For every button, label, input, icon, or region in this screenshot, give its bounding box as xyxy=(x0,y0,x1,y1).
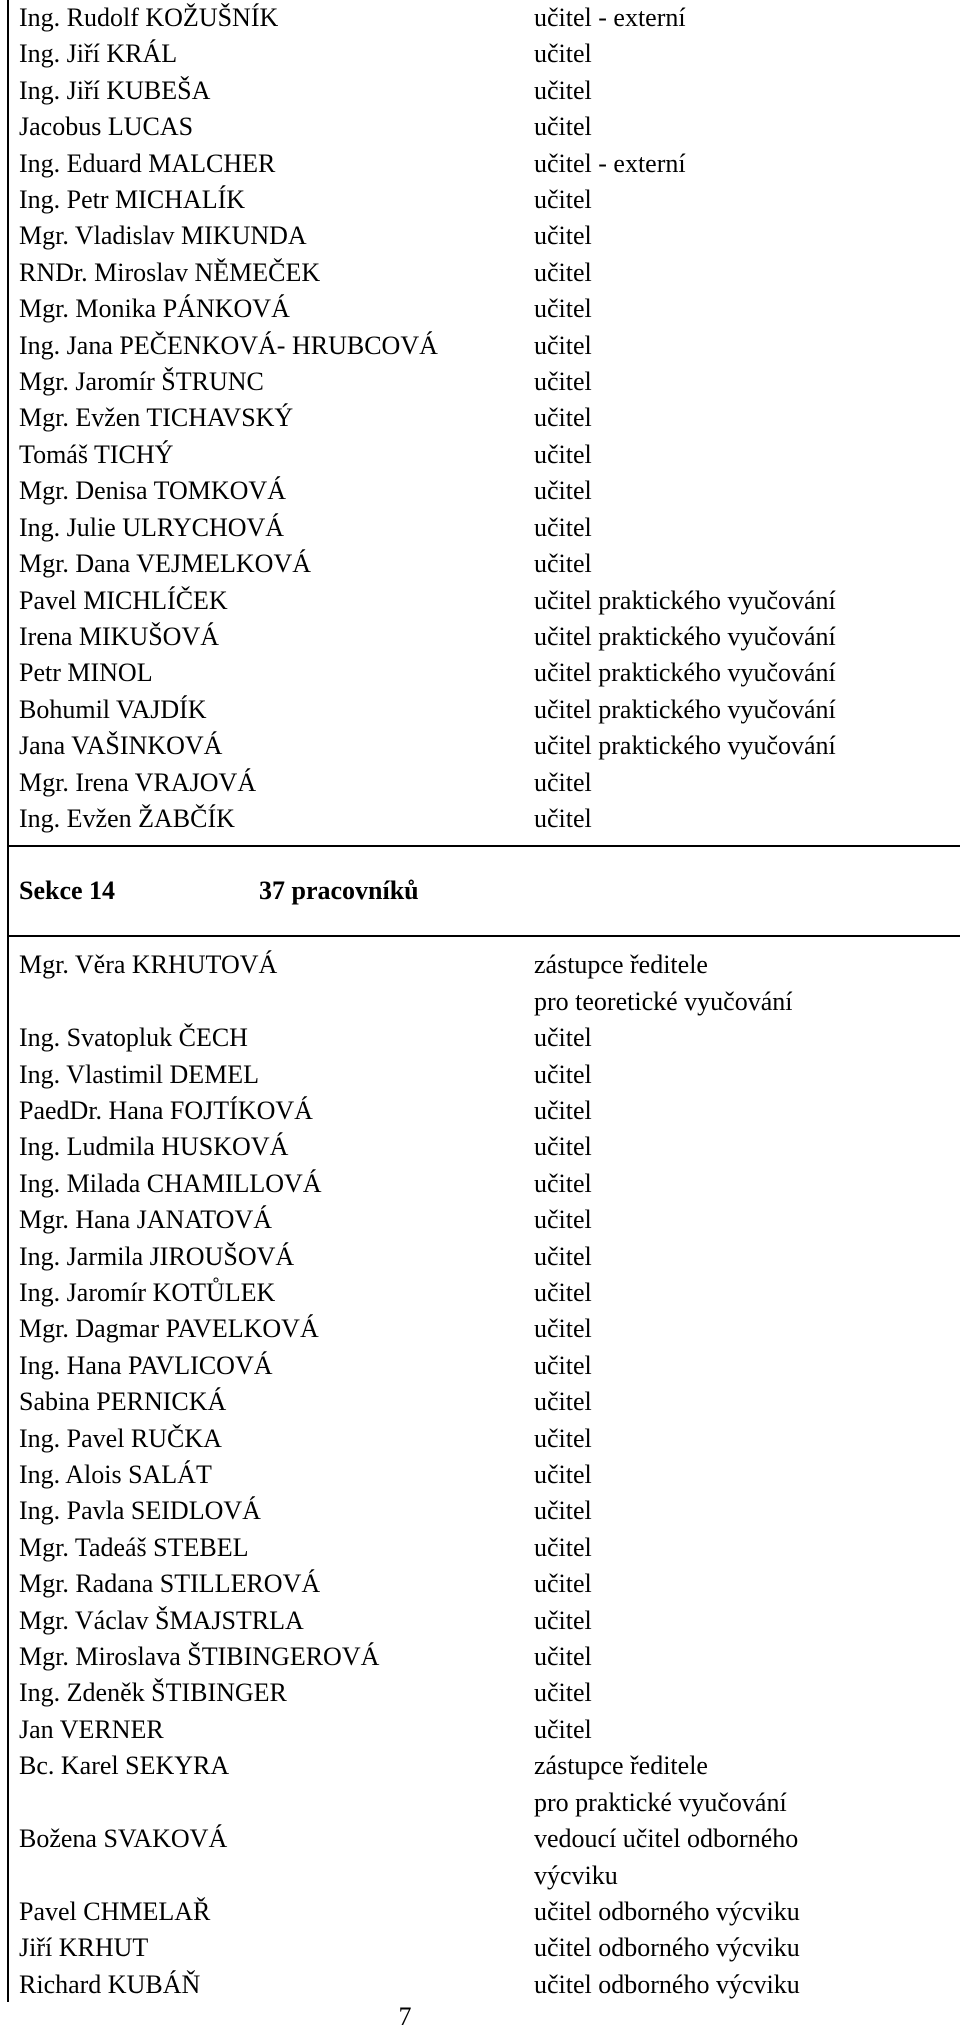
staff-role xyxy=(534,1894,960,1930)
staff-name: Božena SVAKOVÁ xyxy=(19,1824,228,1854)
staff-row xyxy=(9,364,960,400)
staff-name: Mgr. Irena VRAJOVÁ xyxy=(19,767,257,797)
staff-table xyxy=(7,0,960,2002)
staff-name: Jana VAŠINKOVÁ xyxy=(19,731,223,761)
staff-name: Jan VERNER xyxy=(19,1714,164,1744)
staff-role-line: učitel xyxy=(534,257,592,287)
staff-row xyxy=(9,1566,960,1602)
staff-role-line: učitel xyxy=(534,75,592,105)
staff-role xyxy=(534,583,960,619)
staff-role-line: zástupce ředitele xyxy=(534,1751,708,1781)
staff-role xyxy=(534,400,960,436)
staff-name: Ing. Jaromír KOTŮLEK xyxy=(19,1278,276,1307)
staff-row xyxy=(9,947,960,1020)
staff-role-line: učitel praktického vyučování xyxy=(534,658,836,688)
staff-role-line: učitel xyxy=(534,1423,592,1453)
staff-row xyxy=(9,182,960,218)
staff-role-line: učitel xyxy=(534,1496,592,1526)
staff-role xyxy=(534,0,960,36)
staff-name: Ing. Jana PEČENKOVÁ- HRUBCOVÁ xyxy=(19,330,438,360)
staff-name: Sabina PERNICKÁ xyxy=(19,1387,227,1417)
staff-role-line: vedoucí učitel odborného xyxy=(534,1824,799,1854)
staff-role-line: učitel xyxy=(534,1314,592,1344)
staff-name: Jacobus LUCAS xyxy=(19,112,194,142)
staff-row xyxy=(9,619,960,655)
staff-row xyxy=(9,510,960,546)
staff-role-line: učitel - externí xyxy=(534,3,686,32)
staff-row xyxy=(9,1457,960,1493)
staff-role xyxy=(534,1493,960,1529)
staff-row xyxy=(9,1384,960,1420)
staff-role-line: učitel xyxy=(534,112,592,142)
staff-name: Ing. Milada CHAMILLOVÁ xyxy=(19,1168,322,1198)
staff-role xyxy=(534,109,960,145)
staff-name: Ing. Jiří KRÁL xyxy=(19,39,178,69)
staff-row xyxy=(9,1129,960,1165)
staff-name: Irena MIKUŠOVÁ xyxy=(19,621,220,651)
staff-row xyxy=(9,1930,960,1966)
staff-row xyxy=(9,765,960,801)
staff-name: Mgr. Monika PÁNKOVÁ xyxy=(19,294,290,324)
staff-role xyxy=(534,182,960,218)
staff-name: Mgr. Dagmar PAVELKOVÁ xyxy=(19,1314,319,1344)
staff-role-line: učitel xyxy=(534,1642,592,1672)
staff-name: Richard KUBÁŇ xyxy=(19,1969,201,1999)
staff-role xyxy=(534,1129,960,1165)
staff-list-top xyxy=(9,0,960,837)
staff-name: Petr MINOL xyxy=(19,658,153,688)
staff-row xyxy=(9,109,960,145)
staff-role-line: učitel xyxy=(534,1350,592,1380)
staff-row xyxy=(9,801,960,837)
staff-role-line: učitel xyxy=(534,185,592,215)
staff-name: Tomáš TICHÝ xyxy=(19,439,174,469)
staff-list-bottom xyxy=(9,937,960,2003)
staff-row xyxy=(9,546,960,582)
staff-row xyxy=(9,291,960,327)
staff-role xyxy=(534,1421,960,1457)
staff-name: Ing. Evžen ŽABČÍK xyxy=(19,803,235,833)
staff-name: Ing. Vlastimil DEMEL xyxy=(19,1059,260,1089)
staff-role xyxy=(534,1348,960,1384)
staff-name: Ing. Jiří KUBEŠA xyxy=(19,75,211,105)
staff-role-line: učitel xyxy=(534,1241,592,1271)
staff-role-line: učitel xyxy=(534,476,592,506)
staff-role-line: učitel xyxy=(534,294,592,324)
staff-role xyxy=(534,1457,960,1493)
staff-row xyxy=(9,1311,960,1347)
staff-role-line: učitel xyxy=(534,1205,592,1235)
staff-name: Ing. Zdeněk ŠTIBINGER xyxy=(19,1678,287,1708)
staff-role-line: výcviku xyxy=(534,1860,618,1890)
staff-role xyxy=(534,1239,960,1275)
staff-row xyxy=(9,1348,960,1384)
staff-role-line: učitel xyxy=(534,1605,592,1635)
staff-name: Mgr. Dana VEJMELKOVÁ xyxy=(19,549,311,579)
staff-role-line: učitel xyxy=(534,803,592,833)
staff-role-line: učitel xyxy=(534,1678,592,1708)
staff-role-line: učitel odborného výcviku xyxy=(534,1969,800,1999)
staff-role xyxy=(534,1020,960,1056)
staff-row xyxy=(9,1821,960,1894)
staff-row xyxy=(9,583,960,619)
staff-role xyxy=(534,692,960,728)
staff-role xyxy=(534,291,960,327)
staff-row xyxy=(9,1020,960,1056)
staff-row xyxy=(9,1603,960,1639)
staff-role xyxy=(534,728,960,764)
staff-row xyxy=(9,1967,960,2003)
staff-role xyxy=(534,328,960,364)
staff-role-line: učitel xyxy=(534,439,592,469)
staff-row xyxy=(9,36,960,72)
staff-name: Pavel CHMELAŘ xyxy=(19,1896,211,1926)
staff-row xyxy=(9,728,960,764)
staff-name: Mgr. Václav ŠMAJSTRLA xyxy=(19,1605,304,1635)
staff-role xyxy=(534,255,960,291)
staff-row xyxy=(9,1275,960,1311)
staff-role xyxy=(534,1057,960,1093)
staff-row xyxy=(9,1239,960,1275)
staff-row xyxy=(9,1894,960,1930)
staff-role xyxy=(534,947,960,1020)
staff-name: Mgr. Jaromír ŠTRUNC xyxy=(19,367,264,397)
staff-row xyxy=(9,1712,960,1748)
staff-role-line: učitel odborného výcviku xyxy=(534,1933,800,1963)
staff-role xyxy=(534,1311,960,1347)
staff-row xyxy=(9,1639,960,1675)
staff-role-line: učitel odborného výcviku xyxy=(534,1896,800,1926)
staff-row xyxy=(9,1166,960,1202)
staff-row xyxy=(9,1748,960,1821)
staff-name: Bohumil VAJDÍK xyxy=(19,694,207,724)
staff-role xyxy=(534,36,960,72)
staff-name: Ing. Rudolf KOŽUŠNÍK xyxy=(19,3,279,32)
staff-role xyxy=(534,218,960,254)
staff-name: Mgr. Tadeáš STEBEL xyxy=(19,1532,249,1562)
staff-role-line: učitel xyxy=(534,1132,592,1162)
staff-role-line: učitel xyxy=(534,1059,592,1089)
staff-role xyxy=(534,801,960,837)
staff-role xyxy=(534,1603,960,1639)
staff-role xyxy=(534,1202,960,1238)
staff-name: Ing. Jarmila JIROUŠOVÁ xyxy=(19,1241,295,1271)
staff-row xyxy=(9,1493,960,1529)
staff-role-line: učitel xyxy=(534,549,592,579)
staff-name: Mgr. Hana JANATOVÁ xyxy=(19,1205,273,1235)
section-count: 37 pracovníků xyxy=(259,876,419,906)
staff-role xyxy=(534,73,960,109)
staff-role xyxy=(534,1748,960,1821)
staff-role xyxy=(534,1093,960,1129)
staff-role-line: učitel xyxy=(534,403,592,433)
staff-row xyxy=(9,1057,960,1093)
staff-role-line: učitel xyxy=(534,1168,592,1198)
staff-row xyxy=(9,146,960,182)
staff-name: Ing. Alois SALÁT xyxy=(19,1460,212,1490)
staff-role xyxy=(534,1530,960,1566)
staff-role-line: učitel xyxy=(534,221,592,251)
staff-row xyxy=(9,1530,960,1566)
staff-role xyxy=(534,546,960,582)
staff-role-line: pro teoretické vyučování xyxy=(534,986,793,1016)
staff-role xyxy=(534,1639,960,1675)
staff-role xyxy=(534,146,960,182)
staff-name: Ing. Hana PAVLICOVÁ xyxy=(19,1350,273,1380)
staff-role-line: učitel xyxy=(534,330,592,360)
staff-role xyxy=(534,473,960,509)
staff-role-line: učitel praktického vyučování xyxy=(534,694,836,724)
staff-row xyxy=(9,255,960,291)
staff-name: Mgr. Denisa TOMKOVÁ xyxy=(19,476,286,506)
staff-role xyxy=(534,1821,960,1894)
staff-row xyxy=(9,0,960,36)
staff-role xyxy=(534,1384,960,1420)
staff-role xyxy=(534,1712,960,1748)
staff-role xyxy=(534,1566,960,1602)
staff-name: Bc. Karel SEKYRA xyxy=(19,1751,230,1781)
staff-name: Jiří KRHUT xyxy=(19,1933,149,1963)
staff-role-line: učitel xyxy=(534,39,592,69)
staff-row xyxy=(9,400,960,436)
staff-name: Mgr. Evžen TICHAVSKÝ xyxy=(19,403,294,433)
staff-name: Mgr. Vladislav MIKUNDA xyxy=(19,221,307,251)
staff-name: Pavel MICHLÍČEK xyxy=(19,585,228,615)
section-header xyxy=(9,845,960,937)
staff-row xyxy=(9,1421,960,1457)
staff-row xyxy=(9,655,960,691)
staff-role-line: učitel xyxy=(534,1532,592,1562)
staff-role xyxy=(534,1675,960,1711)
staff-role-line: učitel praktického vyučování xyxy=(534,585,836,615)
staff-name: Mgr. Věra KRHUTOVÁ xyxy=(19,950,278,980)
staff-name: Ing. Pavla SEIDLOVÁ xyxy=(19,1496,261,1526)
staff-role-line: učitel xyxy=(534,767,592,797)
staff-role xyxy=(534,619,960,655)
staff-name: RNDr. Miroslav NĚMEČEK xyxy=(19,257,321,287)
staff-role-line: učitel xyxy=(534,1714,592,1744)
staff-row xyxy=(9,1675,960,1711)
staff-role xyxy=(534,655,960,691)
staff-role-line: učitel xyxy=(534,1387,592,1417)
staff-role-line: učitel - externí xyxy=(534,148,686,178)
staff-name: Ing. Eduard MALCHER xyxy=(19,148,276,178)
staff-role xyxy=(534,437,960,473)
staff-row xyxy=(9,473,960,509)
staff-name: Ing. Pavel RUČKA xyxy=(19,1423,222,1453)
staff-row xyxy=(9,218,960,254)
staff-role-line: pro praktické vyučování xyxy=(534,1787,787,1817)
staff-name: Ing. Petr MICHALÍK xyxy=(19,185,246,215)
staff-role-line: zástupce ředitele xyxy=(534,950,708,980)
staff-row xyxy=(9,328,960,364)
staff-role-line: učitel xyxy=(534,1278,592,1307)
staff-row xyxy=(9,1093,960,1129)
staff-row xyxy=(9,73,960,109)
staff-role xyxy=(534,1967,960,2003)
staff-name: Ing. Ludmila HUSKOVÁ xyxy=(19,1132,289,1162)
staff-role xyxy=(534,1275,960,1311)
page-number: 7 xyxy=(398,2002,412,2031)
staff-role xyxy=(534,1166,960,1202)
staff-row xyxy=(9,437,960,473)
staff-role xyxy=(534,510,960,546)
staff-role-line: učitel xyxy=(534,512,592,542)
staff-name: PaedDr. Hana FOJTÍKOVÁ xyxy=(19,1095,313,1125)
staff-name: Ing. Julie ULRYCHOVÁ xyxy=(19,512,285,542)
staff-role-line: učitel xyxy=(534,1569,592,1599)
staff-role-line: učitel praktického vyučování xyxy=(534,731,836,761)
staff-role xyxy=(534,765,960,801)
staff-row xyxy=(9,1202,960,1238)
staff-name: Mgr. Miroslava ŠTIBINGEROVÁ xyxy=(19,1642,380,1672)
staff-role-line: učitel xyxy=(534,367,592,397)
staff-row xyxy=(9,692,960,728)
section-name: Sekce 14 xyxy=(19,876,116,906)
staff-role-line: učitel praktického vyučování xyxy=(534,621,836,651)
staff-role-line: učitel xyxy=(534,1023,592,1053)
staff-name: Ing. Svatopluk ČECH xyxy=(19,1023,248,1053)
staff-role xyxy=(534,364,960,400)
staff-name: Mgr. Radana STILLEROVÁ xyxy=(19,1569,321,1599)
staff-role-line: učitel xyxy=(534,1460,592,1490)
staff-role xyxy=(534,1930,960,1966)
staff-role-line: učitel xyxy=(534,1095,592,1125)
